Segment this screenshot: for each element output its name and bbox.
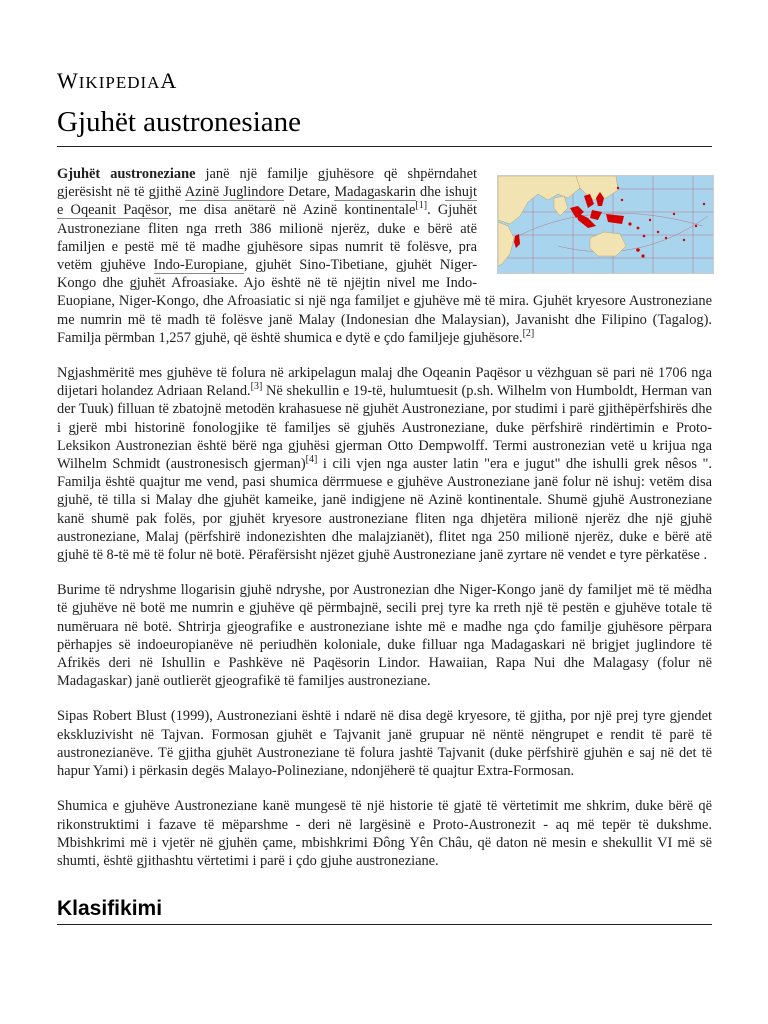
intro-bold-term: Gjuhët austroneziane	[57, 166, 196, 182]
page-title: Gjuhët austronesiane	[57, 106, 302, 138]
logo-letter-w: W	[57, 68, 79, 93]
reference-4[interactable]: [4]	[305, 454, 318, 466]
logo-letters: IKIPEDIA	[78, 73, 161, 92]
paragraph-text: i cili vjen nga auster latin "era e jugut" dhe ishulli grek nêsos ". Familja është quajtur me vend, pasi shumica dërrmuese e gjuhëve Austroneziane janë folur në ishuj: vetëm disa gjuhë, të tilla si Malay dhe gjuhët kameike, janë indigjene në Azinë kontinentale. Shumë gjuhë Austroneziane kanë shumë pak folës, por gjuhët kryesore austroneziane fliten nga dhjetëra milionë njerëz dhe një gjuhë austroneziane, Malaj (përfshirë indonezishten dhe malajzianët), flitet nga 250 milionë njerëz, duke e bërë atë gjuhë të 8-të më të folur në botë. Përafërsisht njëzet gjuhë Austroneziane janë zyrtare në vendet e tyre përkatëse .	[57, 456, 712, 564]
link-madagaskarin[interactable]: Madagaskarin	[334, 184, 416, 201]
history-paragraph	[57, 364, 712, 564]
intro-text: , me disa anëtarë në Azinë kontinentale	[168, 202, 416, 219]
link-ishujt-oqeanit-paqesor[interactable]: ishujt e Oqeanit Paqësor	[57, 184, 477, 219]
section-heading-klasifikimi: Klasifikimi	[57, 897, 163, 920]
intro-text: janë një familje gjuhësore që shpërndahet gjerësisht në të gjithë	[57, 166, 478, 201]
section-divider	[57, 924, 712, 925]
reference-3[interactable]: [3]	[250, 381, 263, 393]
intro-paragraph	[57, 165, 712, 347]
wikipedia-logo[interactable]	[57, 68, 177, 94]
branches-paragraph: Sipas Robert Blust (1999), Austroneziani është i ndarë në disa degë kryesore, të gjitha, por një prej tyre gjendet ekskluzivisht në Tajvan. Formosan gjuhët e Tajvanit janë grupuar në nëntë nëngrupet e rendit të parë të austronezianëve. Të gjitha gjuhët Austroneziane të folura jashtë Tajvanit (duke përfshirë gjuhën e saj në det të hapur Yami) i përkasin degës Malayo-Polineziane, ndonjëherë të quajtur Extra-Formosan.	[57, 708, 712, 780]
intro-text: . Gjuhët Austroneziane fliten nga rreth 386 milionë njerëz, duke e bërë atë familjen e pestë më të madhe gjuhësore sipas numrit të folësve, pra vetëm gjuhëve	[57, 202, 477, 274]
distribution-map[interactable]	[497, 175, 714, 274]
intro-text: , gjuhët Sino-Tibetiane, gjuhët Niger-Kongo dhe gjuhët Afroasiake. Ajo është në të njëjtin nivel me Indo-Euopiane, Niger-Kongo, dhe Afroasiatic si një nga familjet e gjuhëve më të mira. Gjuhët kryesore Austroneziane me numrin më të madh të folësve janë Malay (Indonesian dhe Malaysian), Javanisht dhe Filipino (Tagalog). Familja përmban 1,257 gjuhë, që është shumica e dytë e çdo familjeje gjuhësore.	[57, 257, 712, 346]
distribution-paragraph: Burime të ndryshme llogarisin gjuhë ndryshe, por Austronezian dhe Niger-Kongo janë dy familjet më të mëdha të gjuhëve në botë me numrin e gjuhëve që përmbajnë, secili prej tyre ka rreth një të pestën e gjuhëve totale të numëruara në botë. Shtrirja gjeografike e austroneziane ishte më e madhe nga çdo familje gjuhësore përpara përhapjes së indoeuropianëve në periudhën koloniale, duke filluar nga Madagaskari në brigjet juglindore të Afrikës deri në Ishullin e Pashkëve në Paqësorin Lindor. Hawaiian, Rapa Nui dhe Malagasy (folur në Madagaskar) janë outlierët gjeografikë të familjes austroneziane.	[57, 582, 712, 690]
paragraph-text: Në shekullin e 19-të, hulumtuesit (p.sh. Wilhelm von Humboldt, Herman van der Tuuk) filluan të zbatojnë metodën krahasuese në gjuhët Austroneziane, por studimi i parë gjithëpërfshirës dhe i gjerë mbi historinë fonologjike të familjes së gjuhës Austroneziane, duke përfshirë rindërtimin e Proto- Leksikon Austronezian është bërë nga gjuhësi gjerman Otto Dempwolff. Termi austronezian vetë u krijua nga Wilhelm Schmidt (austronesisch gjerman)	[57, 383, 713, 473]
article-body	[57, 165, 712, 887]
title-divider	[57, 146, 712, 147]
intro-text: Detare,	[284, 184, 335, 201]
reference-1[interactable]: [1]	[415, 200, 428, 212]
reference-2[interactable]: [2]	[522, 328, 535, 340]
paragraph-text: Ngjashmëritë mes gjuhëve të folura në arkipelagun malaj dhe Oqeanin Paqësor u vëzhguan së pari në 1706 nga dijetari holandez Adriaan Reland.	[57, 365, 712, 400]
intro-text: dhe	[415, 184, 445, 201]
writing-paragraph: Shumica e gjuhëve Austroneziane kanë mungesë të një historie të gjatë të vërtetimit me shkrim, duke bërë që rikonstruktimi i fazave të mëparshme - deri në largësinë e Proto-Austronezit - aq më tepër të dukshme. Mbishkrimi më i vjetër në gjuhën çame, mbishkrimi Đông Yên Châu, që daton në mesin e shekullit VI më së shumti, është gjithashtu vërtetimi i parë i çdo gjuhe austroneziane.	[57, 798, 712, 869]
link-indo-europiane[interactable]: Indo-Europiane	[153, 257, 244, 274]
logo-letter-a: A	[160, 68, 178, 93]
link-azine-juglindore[interactable]: Azinë Juglindore	[184, 184, 285, 201]
